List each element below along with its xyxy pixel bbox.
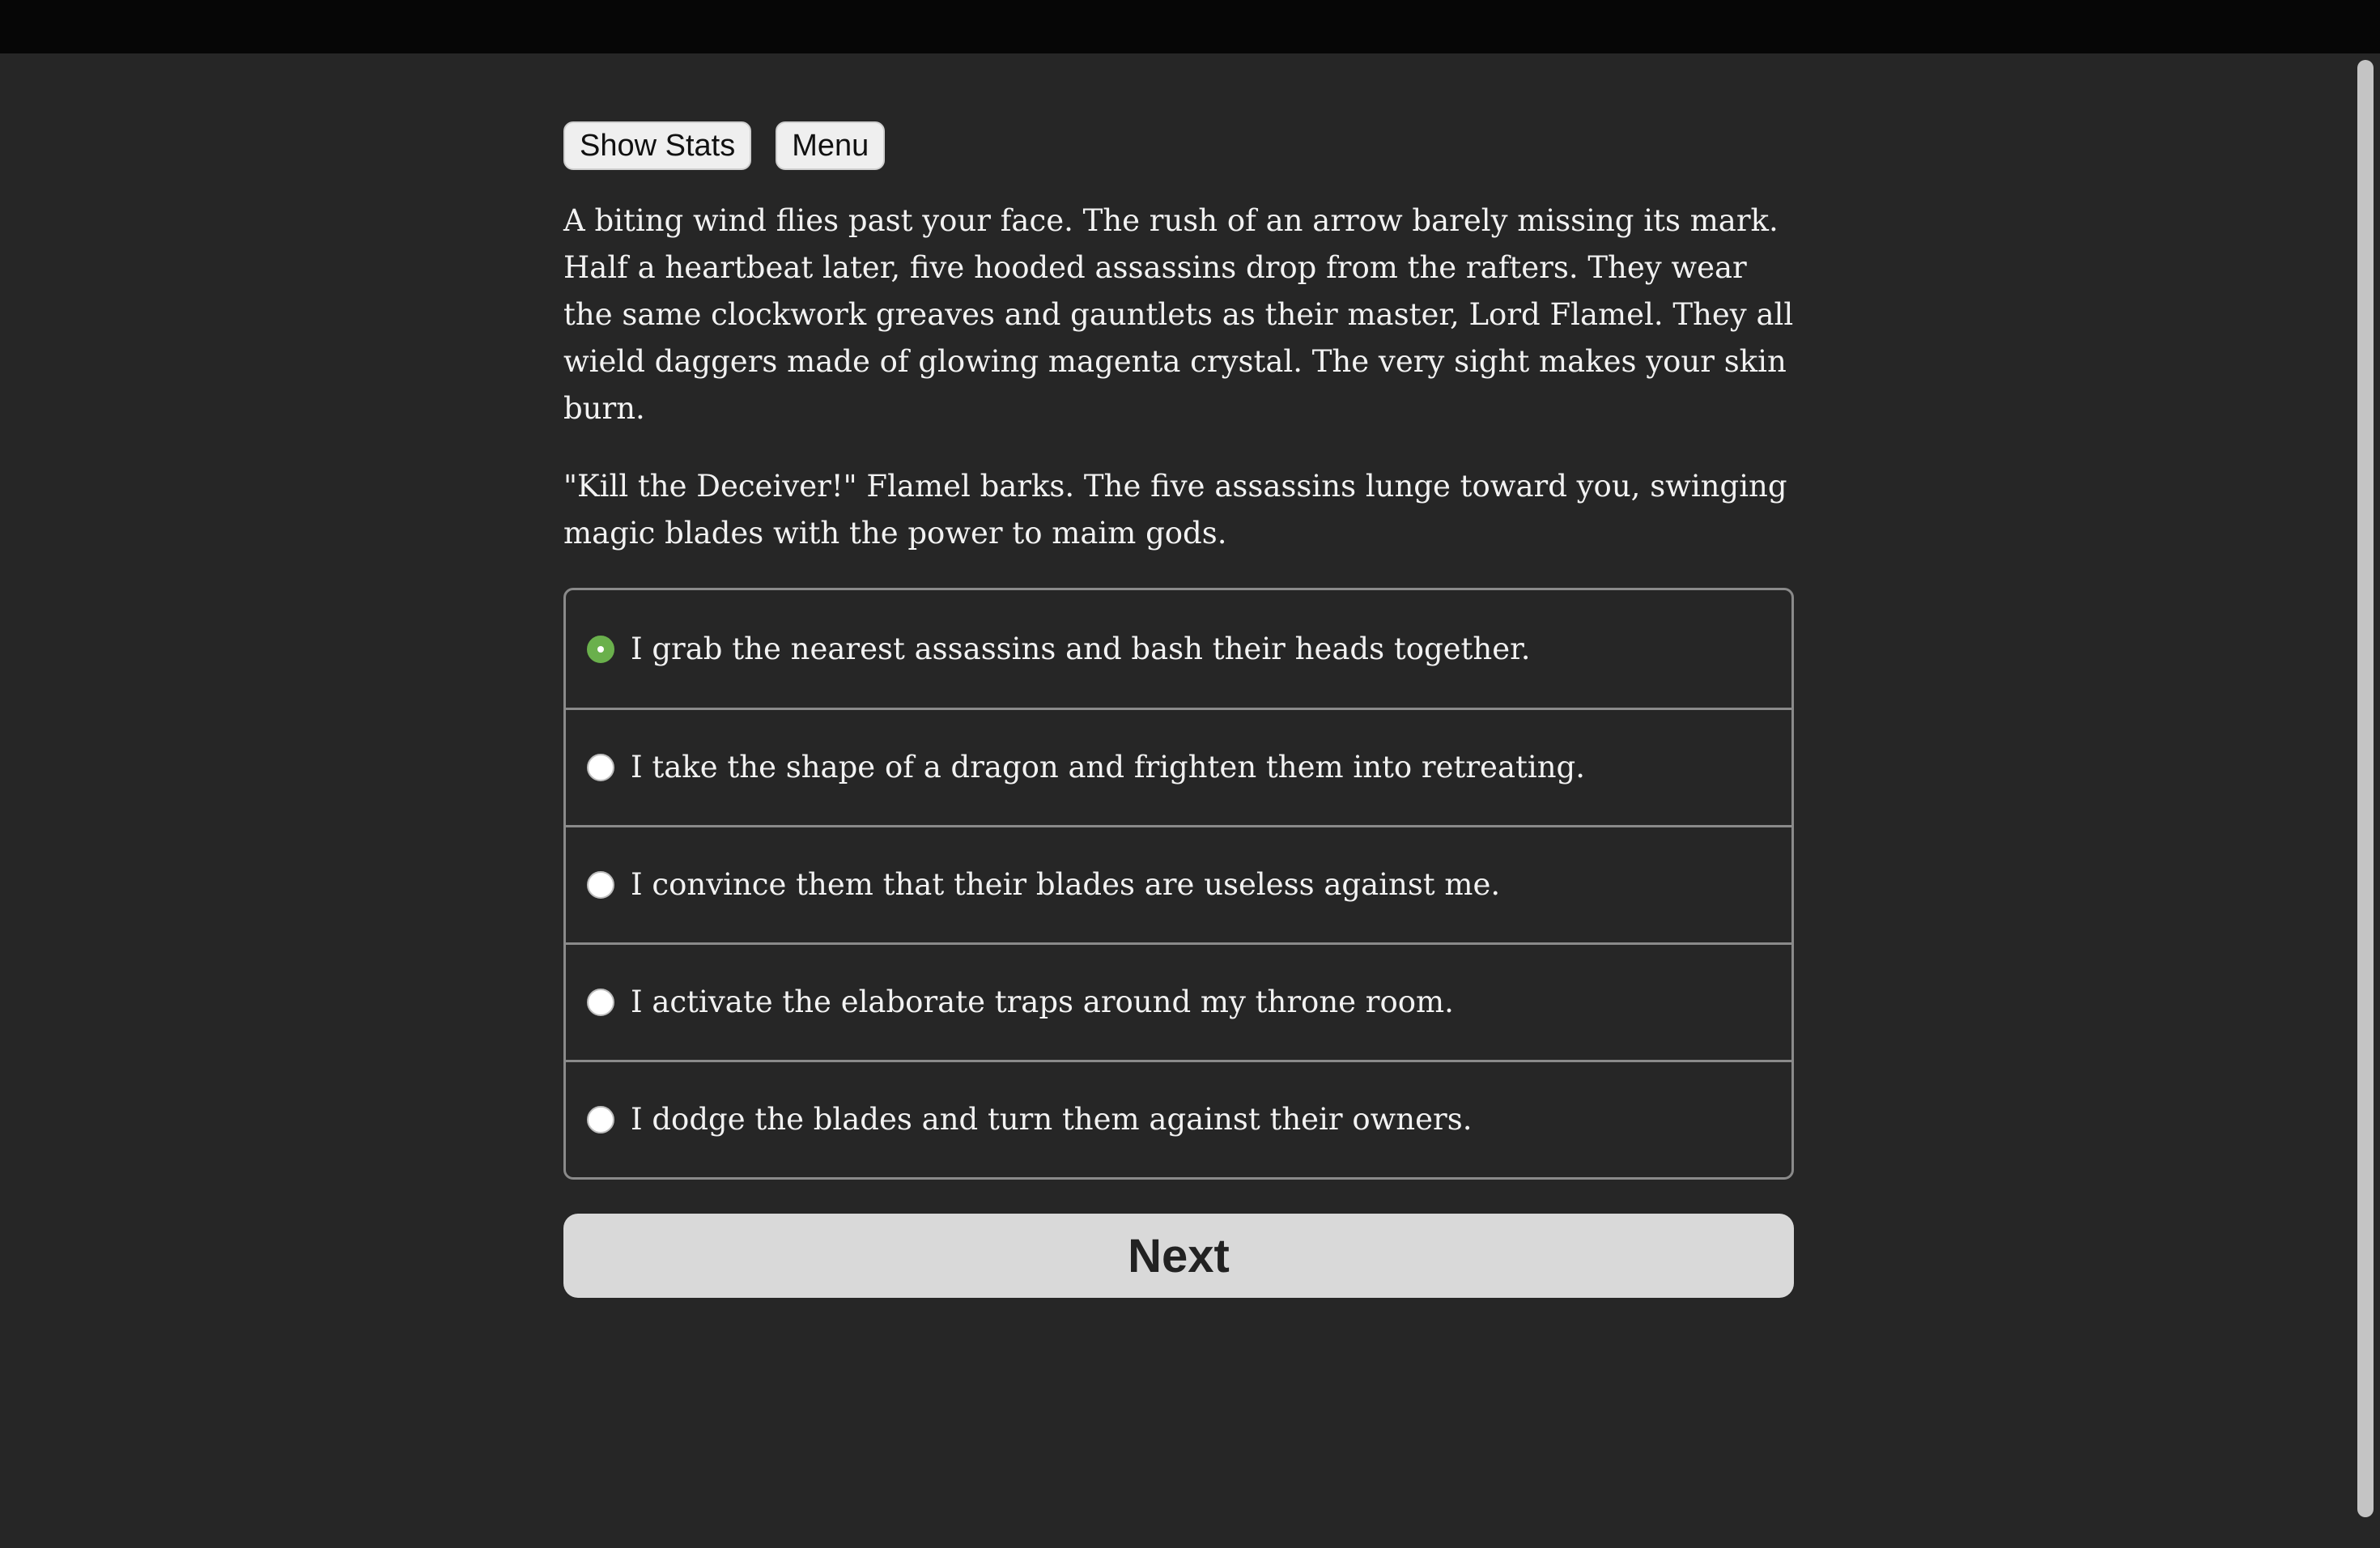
toolbar xyxy=(563,121,1794,170)
show-stats-button[interactable]: Show Stats xyxy=(563,121,751,170)
choice-option[interactable] xyxy=(566,825,1791,942)
choice-label: I take the shape of a dragon and frighten them into retreating. xyxy=(631,750,1585,785)
choice-option[interactable] xyxy=(566,708,1791,825)
choice-option[interactable] xyxy=(566,942,1791,1060)
scrollbar-thumb[interactable] xyxy=(2357,60,2374,1517)
next-button[interactable]: Next xyxy=(563,1214,1794,1298)
radio-button[interactable] xyxy=(587,1106,614,1133)
radio-button[interactable] xyxy=(587,754,614,781)
radio-button[interactable] xyxy=(587,636,614,663)
choice-label: I grab the nearest assassins and bash their heads together. xyxy=(631,631,1531,666)
browser-top-bar xyxy=(0,0,2380,53)
story-text xyxy=(563,198,1794,557)
choice-label: I dodge the blades and turn them against their owners. xyxy=(631,1102,1473,1137)
choice-option[interactable] xyxy=(566,1060,1791,1177)
radio-button[interactable] xyxy=(587,989,614,1016)
menu-button[interactable]: Menu xyxy=(776,121,885,170)
choice-label: I convince them that their blades are useless against me. xyxy=(631,867,1501,902)
radio-button[interactable] xyxy=(587,871,614,899)
choice-option[interactable] xyxy=(566,590,1791,708)
story-paragraph: "Kill the Deceiver!" Flamel barks. The five assassins lunge toward you, swinging magic blades with the power to maim gods. xyxy=(563,469,1787,551)
story-paragraph: A biting wind flies past your face. The rush of an arrow barely missing its mark. Half a heartbeat later, five hooded assassins drop from the rafters. They wear the same clockwork greaves and gauntlets as their master, Lord Flamel. They all wield daggers made of glowing magenta crystal. The very sight makes your skin burn. xyxy=(563,203,1794,426)
game-container xyxy=(563,121,1794,1298)
choice-label: I activate the elaborate traps around my throne room. xyxy=(631,985,1454,1019)
choice-list xyxy=(563,588,1794,1180)
scrollbar[interactable] xyxy=(2348,53,2380,1548)
